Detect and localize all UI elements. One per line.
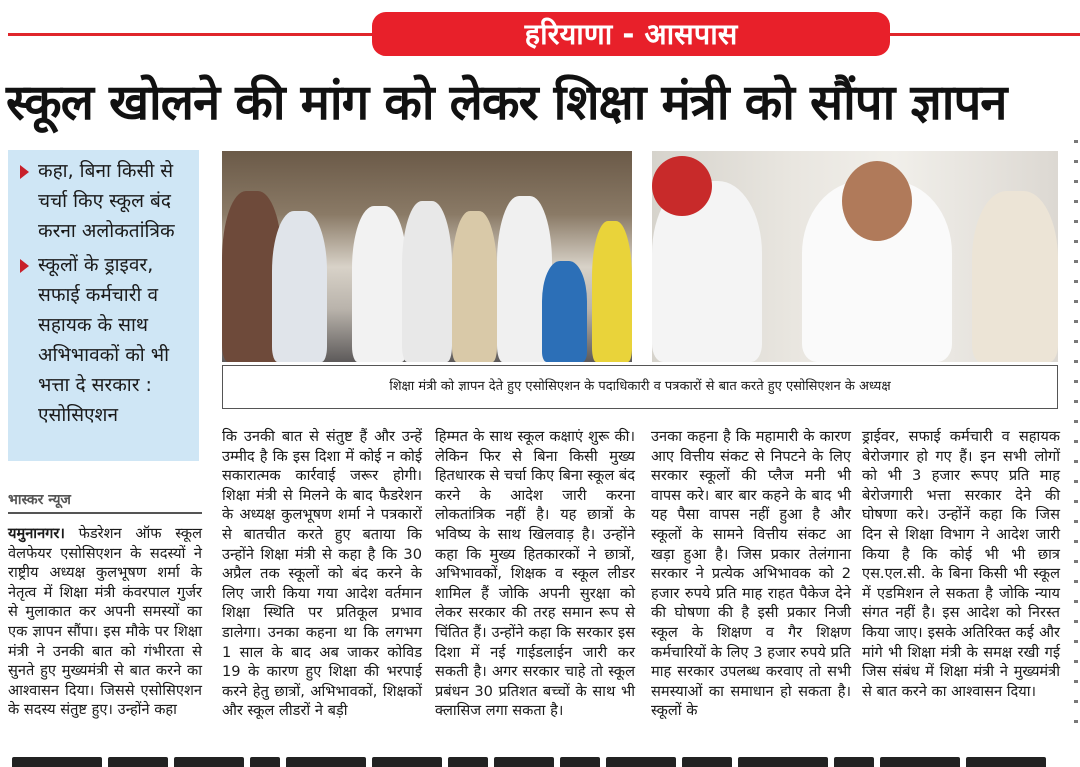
photo-caption: शिक्षा मंत्री को ज्ञापन देते हुए एसोसिएशन के पदाधिकारी व पत्रकारों से बात करते हुए एसोसिएशन के अध्यक्ष <box>222 365 1058 409</box>
section-label: हरियाणा - आसपास <box>372 12 890 56</box>
adjacent-column-edge <box>1074 140 1078 740</box>
cropped-next-headline <box>0 756 1080 767</box>
bullet-triangle-icon <box>20 165 29 179</box>
article-column-1 <box>8 524 202 720</box>
dateline: यमुनानगर। <box>8 525 65 542</box>
photo-memorandum-handover <box>222 151 632 362</box>
highlight-item <box>20 250 193 430</box>
highlight-item <box>20 156 193 246</box>
headline: स्कूल खोलने की मांग को लेकर शिक्षा मंत्री को सौंपा ज्ञापन <box>6 74 1007 131</box>
article-column-5: ड्राईवर, सफाई कर्मचारी व सहायक बेरोजगार हो गए हैं। इन सभी लोगों को भी 3 हजार रूपए प्रति माह बेरोजगारी भत्ता सरकार देने की घोषणा करे। उन्होंनें कहा कि जिस दिन से शिक्षा विभाग ने आदेश जारी किया है कि कोई भी भी छात्र एस.एल.सी. के बिना किसी भी स्कूल में एडमिशन ले सकता है जोकि न्याय संगत नहीं है। इस आदेश को निरस्त किया जाए। इसके अतिरिक्त कई और मांगे भी शिक्षा मंत्री के समक्ष रखी गई जिस संबंध में शिक्षा मंत्री ने मुख्यमंत्री से बात करने का आश्वासन दिया। <box>862 428 1060 700</box>
highlights-box <box>8 150 199 461</box>
highlight-text: स्कूलों के ड्राइवर, सफाई कर्मचारी व सहायक के साथ अभिभावकों को भी भत्ता दे सरकार : एसोसिएशन <box>38 254 170 426</box>
byline: भास्कर न्यूज <box>8 490 202 514</box>
article-column-3: हिम्मत के साथ स्कूल कक्षाएं शुरू की। लेकिन फिर से बिना किसी मुख्य हितधारक से चर्चा किए बिना स्कूल बंद करने के आदेश जारी करना लोकतांत्रिक नहीं है। यह छात्रों के भविष्य के साथ खिलवाड़ है। उन्होंने कहा कि मुख्य हितकारकों ने छात्रों, अभिभावकों, शिक्षक व स्कूल लीडर शामिल हैं जोकि अपनी सुरक्षा को लेकर सरकार की तरह समान रूप से चिंतित हैं। उन्होंने कहा कि सरकार इस दिशा में नई गाईडलाईन जारी कर सकती है। अगर सरकार चाहे तो स्कूल प्रबंधन 30 प्रतिशत बच्चों के साथ भी क्लासिज लगा सकता है। <box>435 428 635 720</box>
article-column-2: कि उनकी बात से संतुष्ट हैं और उन्हें उम्मीद है कि इस दिशा में कोई न कोई सकारात्मक कार्रवाई जरूर होगी। शिक्षा मंत्री से मिलने के बाद फैडरेशन के अध्यक्ष कुलभूषण शर्मा ने पत्रकारों से बातचीत करते हुए बताया कि उन्होंने शिक्षा मंत्री से कहा है कि 30 अप्रैल तक स्कूलों को बंद करने के लिए जारी किया गया आदेश वर्तमान शिक्षा स्थिति पर प्रतिकूल प्रभाव डालेगा। उनका कहना था कि लगभग 1 साल के बाद अब जाकर कोविड 19 के कारण हुए शिक्षा की भरपाई करने हेतु छात्रों, अभिभावकों, शिक्षकों और स्कूल लीडरों ने बड़ी <box>222 428 422 720</box>
article-column-4: उनका कहना है कि महामारी के कारण आए वित्तीय संकट से निपटने के लिए सरकार स्कूलों की प्लैज मनी भी वापस करे। बार बार कहने के बाद भी यह पैसा वापस नहीं हुआ है और स्कूलों के सामने वित्तीय संकट आ खड़ा हुआ है। जिस प्रकार तेलंगाना सरकार ने प्रत्येक अभिभावक को 2 हजार रुपये प्रति माह राहत पैकेज देने की घोषणा की है इसी प्रकार निजी स्कूल के शिक्षण व गैर शिक्षण कर्मचारियों के लिए 3 हजार रुपये प्रति माह सरकार उपलब्ध करवाए तो सभी समस्याओं का समाधान हो सकता है। स्कूलों के <box>651 428 851 720</box>
column-text: फेडरेशन ऑफ स्कूल वेलफेयर एसोसिएशन के सदस्यों ने राष्ट्रीय अध्यक्ष कुलभूषण शर्मा के नेतृत्व में शिक्षा मंत्री कंवरपाल गुर्जर से मुलाकात कर अपनी समस्यों का एक ज्ञापन सौंपा। इस मौके पर शिक्षा मंत्री ने उनकी बात को गंभीरता से सुनते हुए मुख्यमंत्री से बात करने का आश्वासन दिया। जिससे एसोसिएशन के सदस्य संतुष्ट हुए। उन्होंने कहा <box>8 525 202 719</box>
photo-press-interaction <box>652 151 1058 362</box>
highlight-text: कहा, बिना किसी से चर्चा किए स्कूल बंद करना अलोकतांत्रिक <box>38 160 175 242</box>
bullet-triangle-icon <box>20 259 29 273</box>
